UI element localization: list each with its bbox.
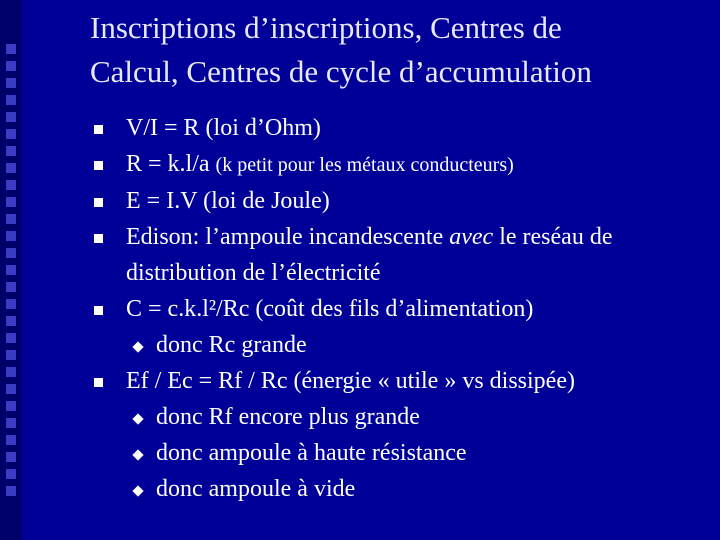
bullet-item-joule: [92, 183, 702, 219]
bullet-text-continuation: distribution de l’électricité: [126, 260, 381, 286]
slide-title-line-2: Calcul, Centres de cycle d’accumulation: [90, 54, 592, 89]
sub-bullet-item: [92, 435, 702, 471]
bullet-text-pre: Edison: l’ampoule incandescente: [126, 224, 450, 250]
bullet-text: [126, 224, 612, 250]
bullet-item-edison: [92, 219, 702, 291]
square-bullet-icon: [94, 306, 103, 315]
film-strip-hole: [6, 282, 16, 292]
slide-title: [90, 6, 700, 94]
bullet-item-cost: [92, 291, 702, 327]
bullet-text-main: R = k.l/a: [126, 151, 216, 177]
film-strip-hole: [6, 197, 16, 207]
film-strip-hole: [6, 180, 16, 190]
bullet-item-resistance: [92, 146, 702, 183]
film-strip-hole: [6, 146, 16, 156]
film-strip-hole: [6, 78, 16, 88]
film-strip-hole: [6, 95, 16, 105]
film-strip-hole: [6, 367, 16, 377]
sub-bullet-text: donc ampoule à vide: [156, 476, 356, 502]
sub-bullet-text: donc Rc grande: [156, 332, 307, 358]
film-strip-hole: [6, 401, 16, 411]
film-strip-hole: [6, 316, 16, 326]
film-strip-hole: [6, 44, 16, 54]
square-bullet-icon: [94, 161, 103, 170]
film-strip-hole: [6, 112, 16, 122]
bullet-text-post: le reséau de: [493, 224, 613, 250]
film-strip-hole: [6, 299, 16, 309]
sub-bullet-item: [92, 327, 702, 363]
bullet-list: [92, 110, 702, 507]
film-strip-hole: [6, 129, 16, 139]
bullet-text: V/I = R (loi d’Ohm): [126, 115, 321, 141]
film-strip-hole: [6, 452, 16, 462]
bullet-text: [126, 151, 514, 177]
film-strip-hole: [6, 333, 16, 343]
slide-title-line-1: Inscriptions d’inscriptions, Centres de: [90, 10, 562, 45]
sub-bullet-text: donc ampoule à haute résistance: [156, 440, 467, 466]
film-strip-hole: [6, 486, 16, 496]
film-strip-hole: [6, 384, 16, 394]
square-bullet-icon: [94, 125, 103, 134]
bullet-text-italic: avec: [449, 224, 494, 250]
bullet-text: Ef / Ec = Rf / Rc (énergie « utile » vs dissipée): [126, 368, 575, 394]
film-strip-hole: [6, 418, 16, 428]
diamond-bullet-icon: [132, 449, 143, 460]
film-strip-hole: [6, 214, 16, 224]
film-strip-decoration: [0, 0, 22, 540]
bullet-item-energy: [92, 363, 702, 399]
bullet-text-note: (k petit pour les métaux conducteurs): [215, 154, 514, 176]
bullet-text: C = c.k.l²/Rc (coût des fils d’alimentation): [126, 296, 534, 322]
diamond-bullet-icon: [132, 341, 143, 352]
film-strip-hole: [6, 163, 16, 173]
square-bullet-icon: [94, 234, 103, 243]
sub-bullet-item: [92, 399, 702, 435]
film-strip-hole: [6, 61, 16, 71]
square-bullet-icon: [94, 378, 103, 387]
sub-bullet-text: donc Rf encore plus grande: [156, 404, 420, 430]
diamond-bullet-icon: [132, 485, 143, 496]
film-strip-hole: [6, 265, 16, 275]
bullet-item-ohm: [92, 110, 702, 146]
film-strip-hole: [6, 231, 16, 241]
film-strip-hole: [6, 469, 16, 479]
bullet-text: E = I.V (loi de Joule): [126, 188, 330, 214]
sub-bullet-item: [92, 471, 702, 507]
film-strip-hole: [6, 435, 16, 445]
film-strip-hole: [6, 350, 16, 360]
diamond-bullet-icon: [132, 413, 143, 424]
square-bullet-icon: [94, 198, 103, 207]
film-strip-hole: [6, 248, 16, 258]
